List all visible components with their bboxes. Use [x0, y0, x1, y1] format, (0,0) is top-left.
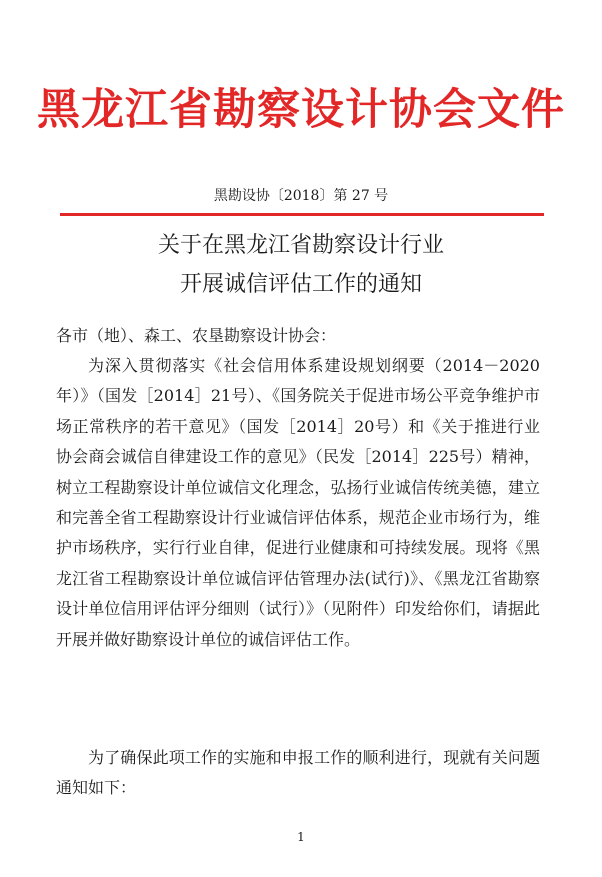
body-paragraph-2: [56, 743, 540, 804]
paragraph-text-2: 为了确保此项工作的实施和申报工作的顺利进行，现就有关问题通知如下：: [56, 748, 540, 798]
paragraph-text-1: 为深入贯彻落实《社会信用体系建设规划纲要（2014－2020年）》（国发［2014］21号）、《国务院关于促进市场公平竞争维护市场正常秩序的若干意见》（国发［2014］20号）和《关于推进行业协会商会诚信自律建设工作的意见》（民发［2014］225号）精神，树立工程勘察设计单位诚信文化理念，弘扬行业诚信传统美德，建立和完善全省工程勘察设计行业诚信评估体系，规范企业市场行为，维护市场秩序，实行行业自律，促进行业健康和可持续发展。现将《黑龙江省工程勘察设计单位诚信评估管理办法(试行)》、《黑龙江省勘察设计单位信用评估评分细则（试行）》（见附件）印发给你们，请据此开展并做好勘察设计单位的诚信评估工作。: [56, 356, 540, 649]
notice-title-line-2: 开展诚信评估工作的通知: [179, 272, 422, 297]
notice-title-line-1: 关于在黑龙江省勘察设计行业: [157, 233, 444, 258]
body-paragraph-1: [56, 351, 540, 655]
page-number: 1: [297, 830, 305, 844]
red-divider-line: [60, 213, 544, 216]
document-header-title: 黑龙江省勘察设计协会文件: [37, 85, 565, 135]
document-number: 黑勘设协〔2018〕第 27 号: [213, 188, 389, 204]
salutation: 各市（地）、森工、农垦勘察设计协会：: [56, 326, 337, 345]
